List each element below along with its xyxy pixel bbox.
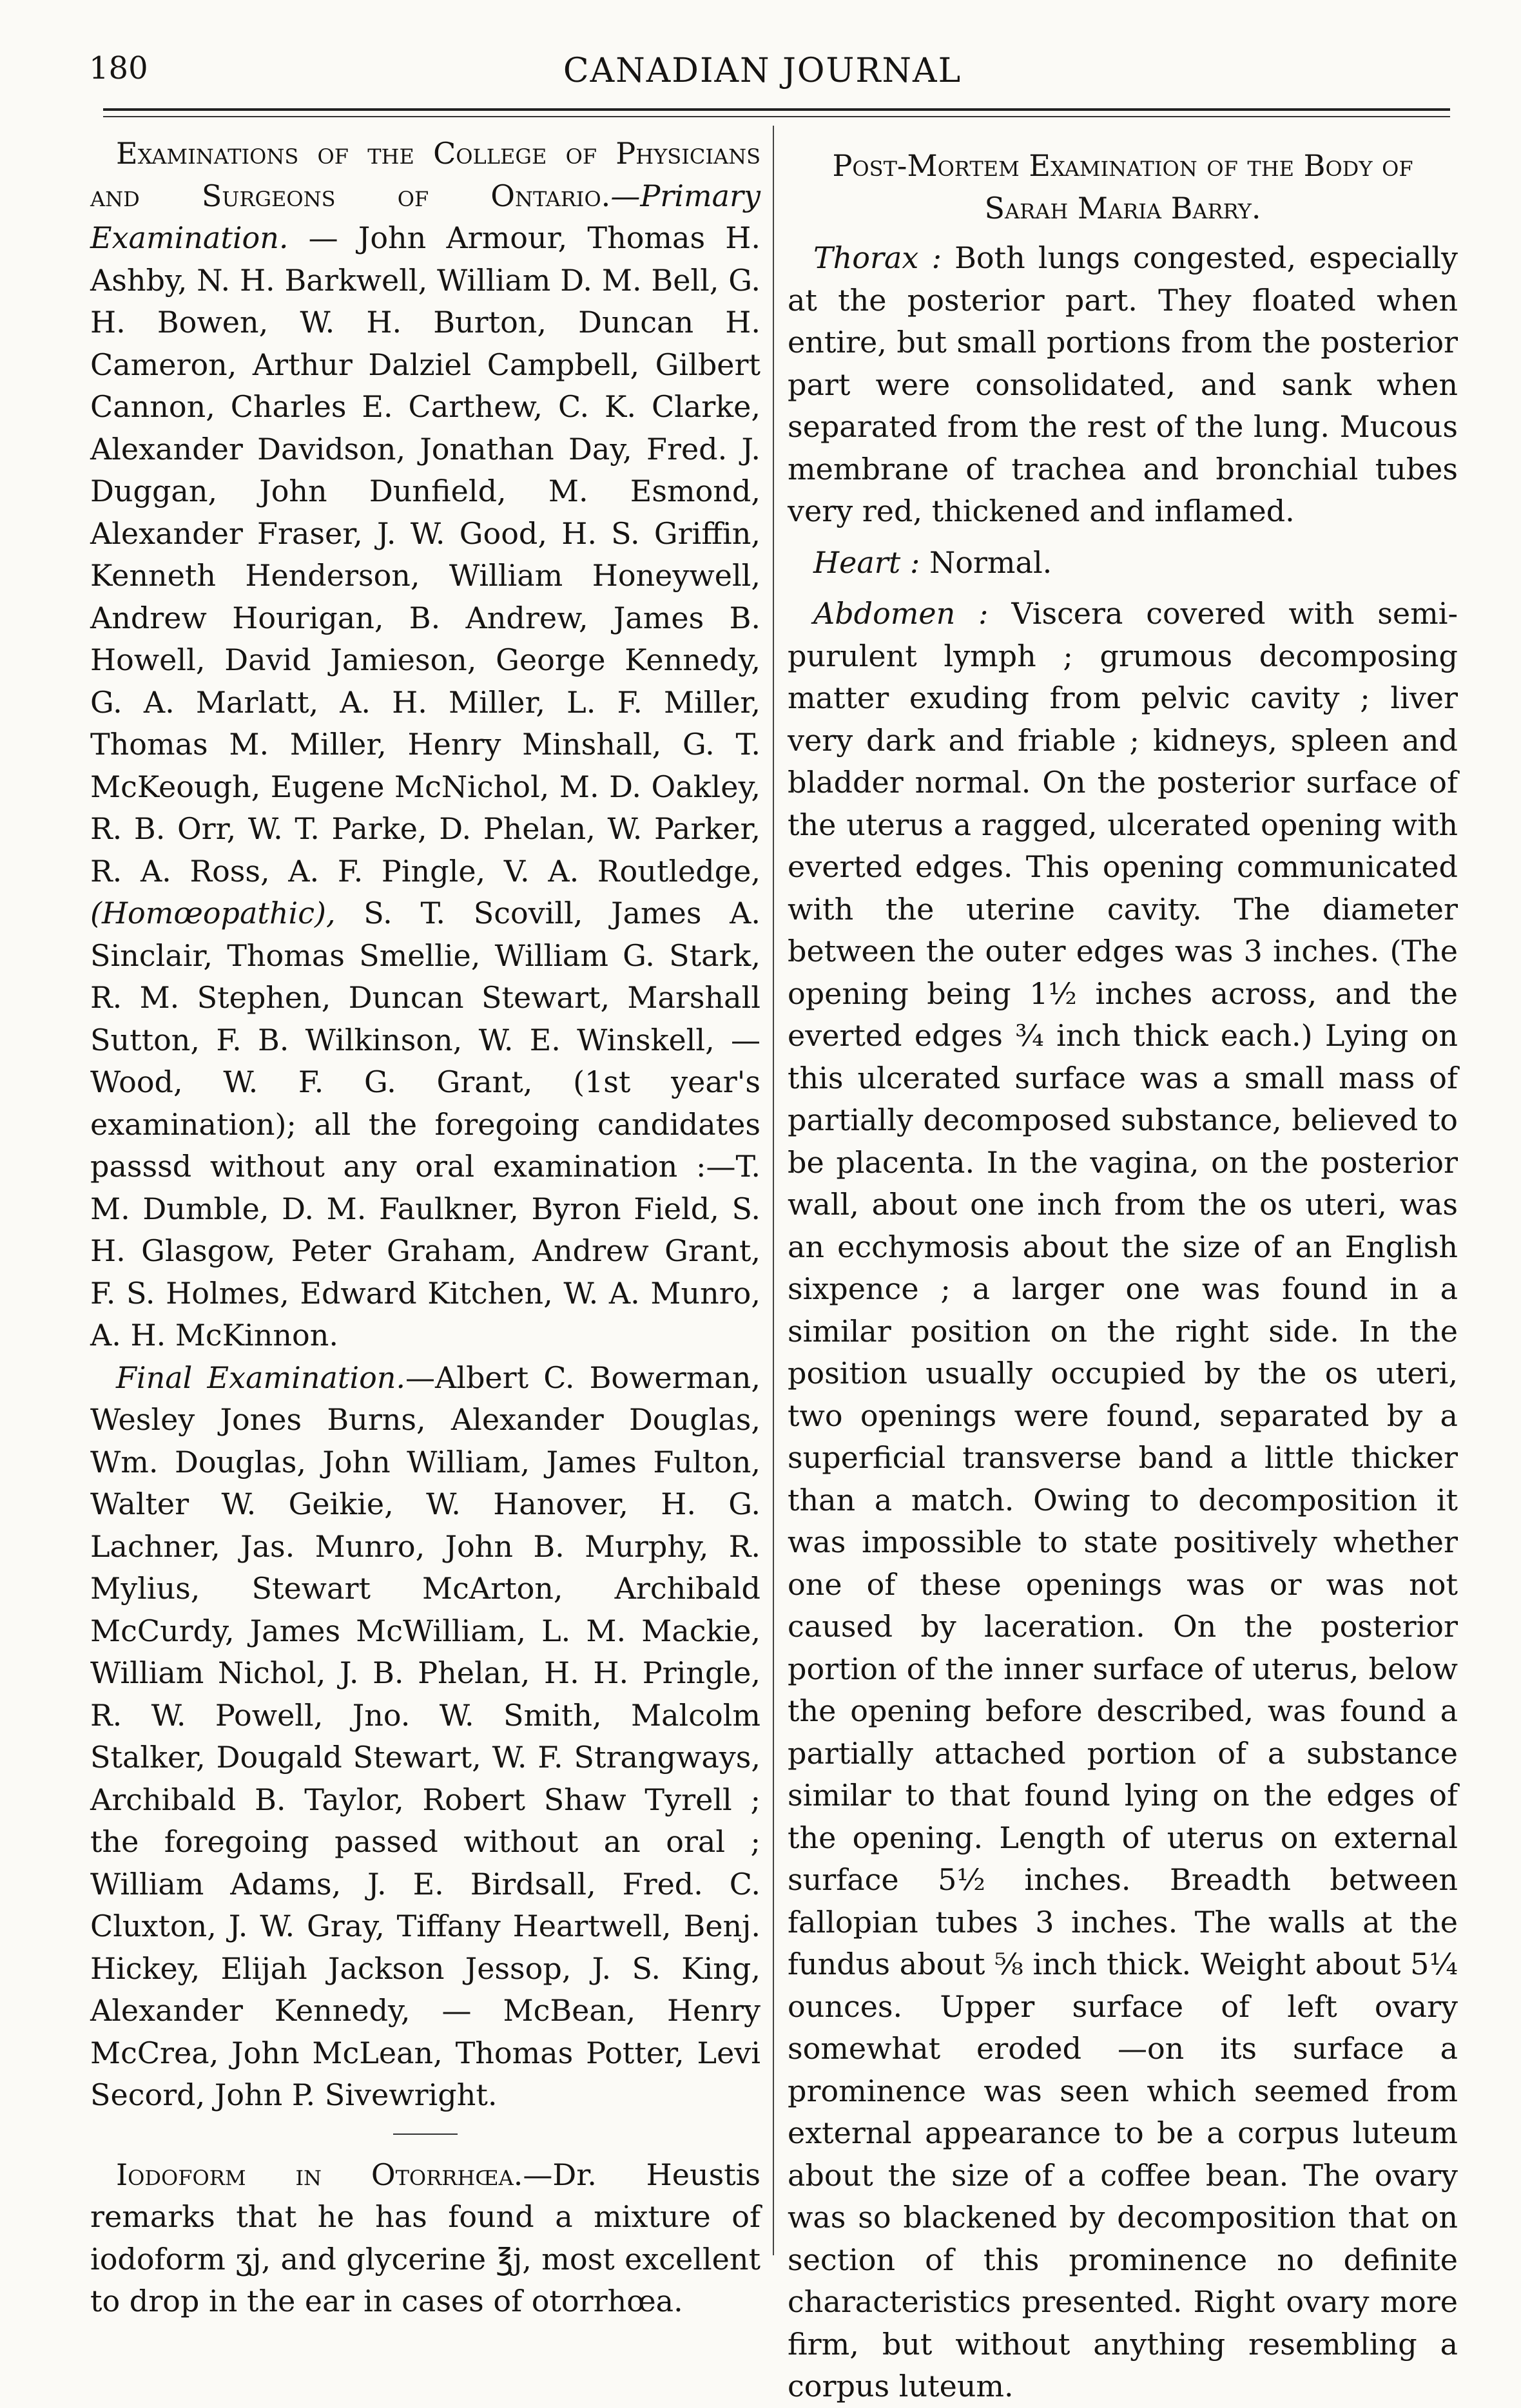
thorax-text: Both lungs congested, especially at the posterior part. They floated when entire, but small portions from the posterior part were consolidated, and sank when separated from the rest of the lung. Mucous membrane of trachea and bronchial tubes very red, thickened and inflamed. xyxy=(788,240,1458,528)
heart-text: Normal. xyxy=(920,544,1052,580)
left-column xyxy=(90,133,760,2323)
heart-label: Heart : xyxy=(813,544,920,580)
header-rule-thick xyxy=(103,108,1450,111)
exam-subtitle: —Primary Examination. xyxy=(90,178,760,255)
post-mortem-heading-line2: Sarah Maria Barry. xyxy=(984,190,1261,226)
page-number: 180 xyxy=(89,50,148,86)
homoeopathic-note: (Homœopathic), xyxy=(90,896,336,930)
column-divider xyxy=(773,126,774,2255)
abdomen-text: Viscera covered with semi-purulent lymph ; grumous decomposing matter exuding from pelvic cavity ; liver very dark and friable ; kidneys, spleen and bladder normal. On the posterior surface of the uterus a ragged, ulcerated opening with everted edges. This opening communicated with the uterine cavity. The diameter between the outer edges was 3 inches. (The opening being 1½ inches across, and the everted edges ¾ inch thick each.) Lying on this ulcerated surface was a small mass of partially decomposed substance, believed to be placenta. In the vagina, on the posterior wall, about one inch from the os uteri, was an ecchymosis about the size of an English sixpence ; a larger one was found in a similar position on the right side. In the position usually occupied by the os uteri, two openings were found, separated by a superficial transverse band a little thicker than a match. Owing to decomposition it was impossible to state positively whether one of these openings was or was not caused by laceration. On the posterior portion of the inner surface of uterus, below the opening before described, was found a partially attached portion of a substance similar to that found lying on the edges of the opening. Length of uterus on external surface 5½ inches. Breadth between fallopian tubes 3 inches. The walls at the fundus about ⅝ inch thick. Weight about 5¼ ounces. Upper surface of left ovary somewhat eroded —on its surface a prominence was seen which seemed from external appearance to be a corpus luteum about the size of a coffee bean. The ovary was so blackened by decomposition that on section of this prominence no definite characteristics presented. Right ovary more firm, but without anything resembling a corpus luteum. xyxy=(788,596,1458,2403)
final-exam-paragraph xyxy=(90,1357,760,2117)
final-names: —Albert C. Bowerman, Wesley Jones Burns, Alexander Douglas, Wm. Douglas, John William, James Fulton, Walter W. Geikie, W. Hanover, H. G. Lachner, Jas. Munro, John B. Murphy, R. Mylius, Stewart McArton, Archibald McCurdy, James McWilliam, L. M. Mackie, William Nichol, J. B. Phelan, H. H. Pringle, R. W. Powell, Jno. W. Smith, Malcolm Stalker, Dougald Stewart, W. F. Strangways, Archibald B. Taylor, Robert Shaw Tyrell ; the foregoing passed without an oral ; William Adams, J. E. Birdsall, Fred. C. Cluxton, J. W. Gray, Tiffany Heartwell, Benj. Hickey, Elijah Jackson Jessop, J. S. King, Alexander Kennedy, — McBean, Henry McCrea, John McLean, Thomas Potter, Levi Secord, John P. Sivewright. xyxy=(90,1360,760,2112)
section-separator xyxy=(393,2133,458,2135)
exam-paragraph xyxy=(90,133,760,1357)
page-header xyxy=(89,32,1436,104)
iodoform-text: —Dr. Heustis remarks that he has found a mixture of iodoform ʒj, and glycerine ℥j, most excellent to drop in the ear in cases of otorrhœa. xyxy=(90,2157,761,2318)
iodoform-paragraph xyxy=(90,2154,760,2323)
abdomen-paragraph xyxy=(788,593,1458,2408)
thorax-label: Thorax : xyxy=(813,240,942,275)
header-rule-thin xyxy=(103,116,1450,117)
iodoform-heading: Iodoform in Otorrhœa. xyxy=(116,2157,523,2192)
abdomen-label: Abdomen : xyxy=(813,596,989,631)
thorax-paragraph xyxy=(788,237,1458,533)
running-title: CANADIAN JOURNAL xyxy=(563,52,962,90)
primary-names: — John Armour, Thomas H. Ashby, N. H. Barkwell, William D. M. Bell, G. H. Bowen, W. H. Burton, Duncan H. Cameron, Arthur Dalziel Campbell, Gilbert Cannon, Charles E. Carthew, C. K. Clarke, Alexander Davidson, Jonathan Day, Fred. J. Duggan, John Dunfield, M. Esmond, Alexander Fraser, J. W. Good, H. S. Griffin, Kenneth Henderson, William Honeywell, Andrew Hourigan, B. Andrew, James B. Howell, David Jamieson, George Kennedy, G. A. Marlatt, A. H. Miller, L. F. Miller, Thomas M. Miller, Henry Minshall, G. T. McKeough, Eugene McNichol, M. D. Oakley, R. B. Orr, W. T. Parke, D. Phelan, W. Parker, R. A. Ross, A. F. Pingle, V. A. Routledge, xyxy=(90,220,760,889)
heart-paragraph xyxy=(788,542,1458,584)
post-mortem-heading xyxy=(788,145,1458,229)
primary-names-continued: S. T. Scovill, James A. Sinclair, Thomas Smellie, William G. Stark, R. M. Stephen, Duncan Stewart, Marshall Sutton, F. B. Wilkinson, W. E. Winskell, — Wood, W. F. G. Grant, (1st year's examination); all the foregoing candidates passsd without any oral examination :—T. M. Dumble, D. M. Faulkner, Byron Field, S. H. Glasgow, Peter Graham, Andrew Grant, F. S. Holmes, Edward Kitchen, W. A. Munro, A. H. McKinnon. xyxy=(90,896,760,1353)
post-mortem-heading-line1: Post-Mortem Examination of the Body of xyxy=(832,148,1413,183)
final-exam-label: Final Examination. xyxy=(116,1360,406,1395)
right-column xyxy=(788,145,1458,2408)
exam-heading: Examinations of the College of Physicians and Surgeons of Ontario. xyxy=(90,136,760,213)
